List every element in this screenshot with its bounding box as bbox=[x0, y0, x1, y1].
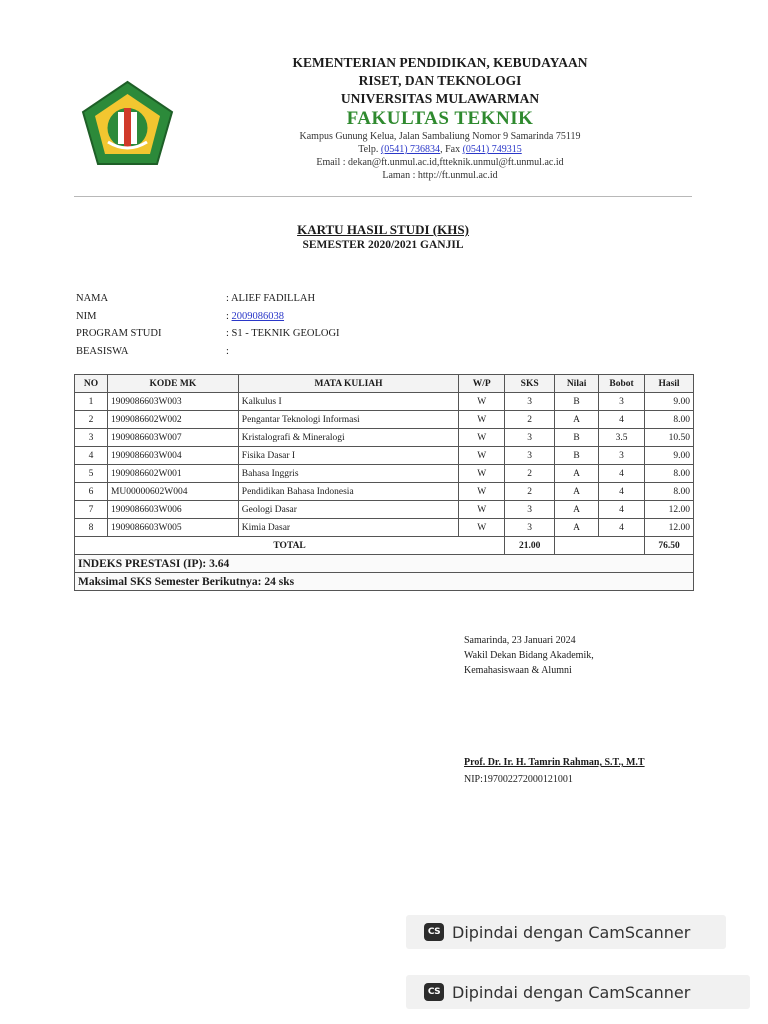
faculty-name: FAKULTAS TEKNIK bbox=[346, 108, 534, 129]
table-row bbox=[75, 411, 694, 429]
cell-no: 2 bbox=[75, 411, 108, 429]
cell-sks: 3 bbox=[505, 501, 555, 519]
cell-bobot: 3 bbox=[599, 447, 645, 465]
col-header-mata-kuliah: MATA KULIAH bbox=[238, 375, 458, 393]
cell-sks: 2 bbox=[505, 411, 555, 429]
camscanner-icon: CS bbox=[424, 923, 444, 941]
cell-no: 1 bbox=[75, 393, 108, 411]
ministry-line-2: RISET, DAN TEKNOLOGI bbox=[358, 73, 522, 88]
cell-mata-kuliah: Kristalografi & Mineralogi bbox=[238, 429, 458, 447]
camscanner-icon: CS bbox=[424, 983, 444, 1001]
camscanner-watermark bbox=[406, 915, 726, 949]
title-main: KARTU HASIL STUDI (KHS) bbox=[297, 222, 469, 237]
cell-hasil: 8.00 bbox=[645, 465, 694, 483]
document-title bbox=[74, 222, 692, 253]
cell-bobot: 3 bbox=[599, 393, 645, 411]
cell-bobot: 4 bbox=[599, 465, 645, 483]
cell-mata-kuliah: Pengantar Teknologi Informasi bbox=[238, 411, 458, 429]
cell-mata-kuliah: Fisika Dasar I bbox=[238, 447, 458, 465]
cell-sks: 3 bbox=[505, 429, 555, 447]
cell-bobot: 4 bbox=[599, 483, 645, 501]
cell-sks: 3 bbox=[505, 519, 555, 537]
nama-value: : ALIEF FADILLAH bbox=[226, 293, 316, 304]
cell-kode: 1909086603W005 bbox=[107, 519, 238, 537]
signature-block bbox=[464, 633, 645, 785]
telp-link[interactable]: (0541) 736834 bbox=[380, 144, 441, 155]
cell-sks: 3 bbox=[505, 393, 555, 411]
cell-hasil: 9.00 bbox=[645, 393, 694, 411]
col-header-hasil: Hasil bbox=[645, 375, 694, 393]
nim-link[interactable]: 2009086038 bbox=[231, 310, 285, 322]
cell-bobot: 4 bbox=[599, 501, 645, 519]
letterhead bbox=[240, 54, 640, 182]
cell-kode: MU00000602W004 bbox=[107, 483, 238, 501]
cell-kode: 1909086603W004 bbox=[107, 447, 238, 465]
cell-wp: W bbox=[459, 393, 505, 411]
nim-label: NIM bbox=[76, 310, 97, 322]
total-hasil: 76.50 bbox=[645, 537, 694, 555]
camscanner-text: Dipindai dengan CamScanner bbox=[452, 982, 691, 1002]
cell-wp: W bbox=[459, 411, 505, 429]
cell-hasil: 8.00 bbox=[645, 483, 694, 501]
cell-nilai: A bbox=[555, 519, 599, 537]
nim-separator: : bbox=[226, 310, 232, 322]
camscanner-watermark bbox=[406, 975, 750, 1009]
beasiswa-value: : bbox=[226, 345, 229, 357]
cell-hasil: 10.50 bbox=[645, 429, 694, 447]
col-header-kode: KODE MK bbox=[107, 375, 238, 393]
table-row bbox=[75, 393, 694, 411]
ministry-line-1: KEMENTERIAN PENDIDIKAN, KEBUDAYAAN bbox=[292, 55, 588, 70]
cell-wp: W bbox=[459, 483, 505, 501]
cell-mata-kuliah: Kalkulus I bbox=[238, 393, 458, 411]
col-header-bobot: Bobot bbox=[599, 375, 645, 393]
nim-value-wrap bbox=[226, 308, 284, 325]
website-line: Laman : http://ft.unmul.ac.id bbox=[382, 170, 498, 181]
col-header-no: NO bbox=[75, 375, 108, 393]
col-header-nilai: Nilai bbox=[555, 375, 599, 393]
table-row bbox=[75, 429, 694, 447]
cell-wp: W bbox=[459, 501, 505, 519]
cell-sks: 2 bbox=[505, 483, 555, 501]
prodi-label: PROGRAM STUDI bbox=[76, 328, 162, 339]
phone-line bbox=[240, 143, 640, 156]
cell-kode: 1909086603W007 bbox=[107, 429, 238, 447]
cell-wp: W bbox=[459, 519, 505, 537]
cell-sks: 2 bbox=[505, 465, 555, 483]
email-line: Email : dekan@ft.unmul.ac.id,ftteknik.unmul@ft.unmul.ac.id bbox=[316, 157, 564, 168]
cell-nilai: B bbox=[555, 447, 599, 465]
university-logo bbox=[80, 80, 175, 168]
cell-wp: W bbox=[459, 429, 505, 447]
cell-nilai: B bbox=[555, 429, 599, 447]
max-sks-row bbox=[75, 573, 694, 591]
cell-kode: 1909086603W006 bbox=[107, 501, 238, 519]
title-semester: SEMESTER 2020/2021 GANJIL bbox=[302, 239, 464, 251]
cell-wp: W bbox=[459, 447, 505, 465]
cell-no: 8 bbox=[75, 519, 108, 537]
cell-mata-kuliah: Geologi Dasar bbox=[238, 501, 458, 519]
cell-wp: W bbox=[459, 465, 505, 483]
table-row bbox=[75, 501, 694, 519]
table-row bbox=[75, 447, 694, 465]
col-header-wp: W/P bbox=[459, 375, 505, 393]
signer-position-1: Wakil Dekan Bidang Akademik, bbox=[464, 650, 594, 661]
cell-kode: 1909086603W003 bbox=[107, 393, 238, 411]
cell-bobot: 3.5 bbox=[599, 429, 645, 447]
cell-mata-kuliah: Bahasa Inggris bbox=[238, 465, 458, 483]
col-header-sks: SKS bbox=[505, 375, 555, 393]
beasiswa-label: BEASISWA bbox=[76, 345, 129, 357]
cell-bobot: 4 bbox=[599, 519, 645, 537]
cell-nilai: B bbox=[555, 393, 599, 411]
cell-no: 6 bbox=[75, 483, 108, 501]
table-row bbox=[75, 519, 694, 537]
ip-row bbox=[75, 555, 694, 573]
cell-kode: 1909086602W002 bbox=[107, 411, 238, 429]
cell-nilai: A bbox=[555, 483, 599, 501]
cell-hasil: 8.00 bbox=[645, 411, 694, 429]
table-row bbox=[75, 465, 694, 483]
cell-hasil: 9.00 bbox=[645, 447, 694, 465]
cell-no: 5 bbox=[75, 465, 108, 483]
total-row bbox=[75, 537, 694, 555]
cell-no: 4 bbox=[75, 447, 108, 465]
table-header-row bbox=[75, 375, 694, 393]
total-blank bbox=[555, 537, 645, 555]
cell-no: 7 bbox=[75, 501, 108, 519]
cell-hasil: 12.00 bbox=[645, 501, 694, 519]
total-sks: 21.00 bbox=[505, 537, 555, 555]
cell-nilai: A bbox=[555, 411, 599, 429]
cell-nilai: A bbox=[555, 465, 599, 483]
fax-prefix: , Fax bbox=[440, 144, 463, 155]
cell-kode: 1909086602W001 bbox=[107, 465, 238, 483]
ip-value: INDEKS PRESTASI (IP): 3.64 bbox=[75, 555, 694, 573]
nama-label: NAMA bbox=[76, 293, 109, 304]
fax-link[interactable]: (0541) 749315 bbox=[462, 144, 522, 155]
grades-table bbox=[74, 374, 694, 591]
place-date: Samarinda, 23 Januari 2024 bbox=[464, 635, 576, 646]
total-label: TOTAL bbox=[75, 537, 505, 555]
telp-prefix: Telp. bbox=[358, 144, 381, 155]
signer-name: Prof. Dr. Ir. H. Tamrin Rahman, S.T., M.T bbox=[464, 757, 645, 768]
cell-no: 3 bbox=[75, 429, 108, 447]
signer-position-2: Kemahasiswaan & Alumni bbox=[464, 665, 572, 676]
prodi-value: : S1 - TEKNIK GEOLOGI bbox=[226, 328, 340, 339]
max-sks-value: Maksimal SKS Semester Berikutnya: 24 sks bbox=[75, 573, 694, 591]
cell-mata-kuliah: Pendidikan Bahasa Indonesia bbox=[238, 483, 458, 501]
cell-mata-kuliah: Kimia Dasar bbox=[238, 519, 458, 537]
university-name: UNIVERSITAS MULAWARMAN bbox=[340, 91, 540, 106]
address: Kampus Gunung Kelua, Jalan Sambaliung Nomor 9 Samarinda 75119 bbox=[299, 131, 581, 142]
cell-nilai: A bbox=[555, 501, 599, 519]
cell-bobot: 4 bbox=[599, 411, 645, 429]
cell-sks: 3 bbox=[505, 447, 555, 465]
table-row bbox=[75, 483, 694, 501]
camscanner-text: Dipindai dengan CamScanner bbox=[452, 922, 691, 942]
cell-hasil: 12.00 bbox=[645, 519, 694, 537]
header-divider bbox=[74, 196, 692, 197]
signer-nip: NIP:197002272000121001 bbox=[464, 774, 573, 785]
